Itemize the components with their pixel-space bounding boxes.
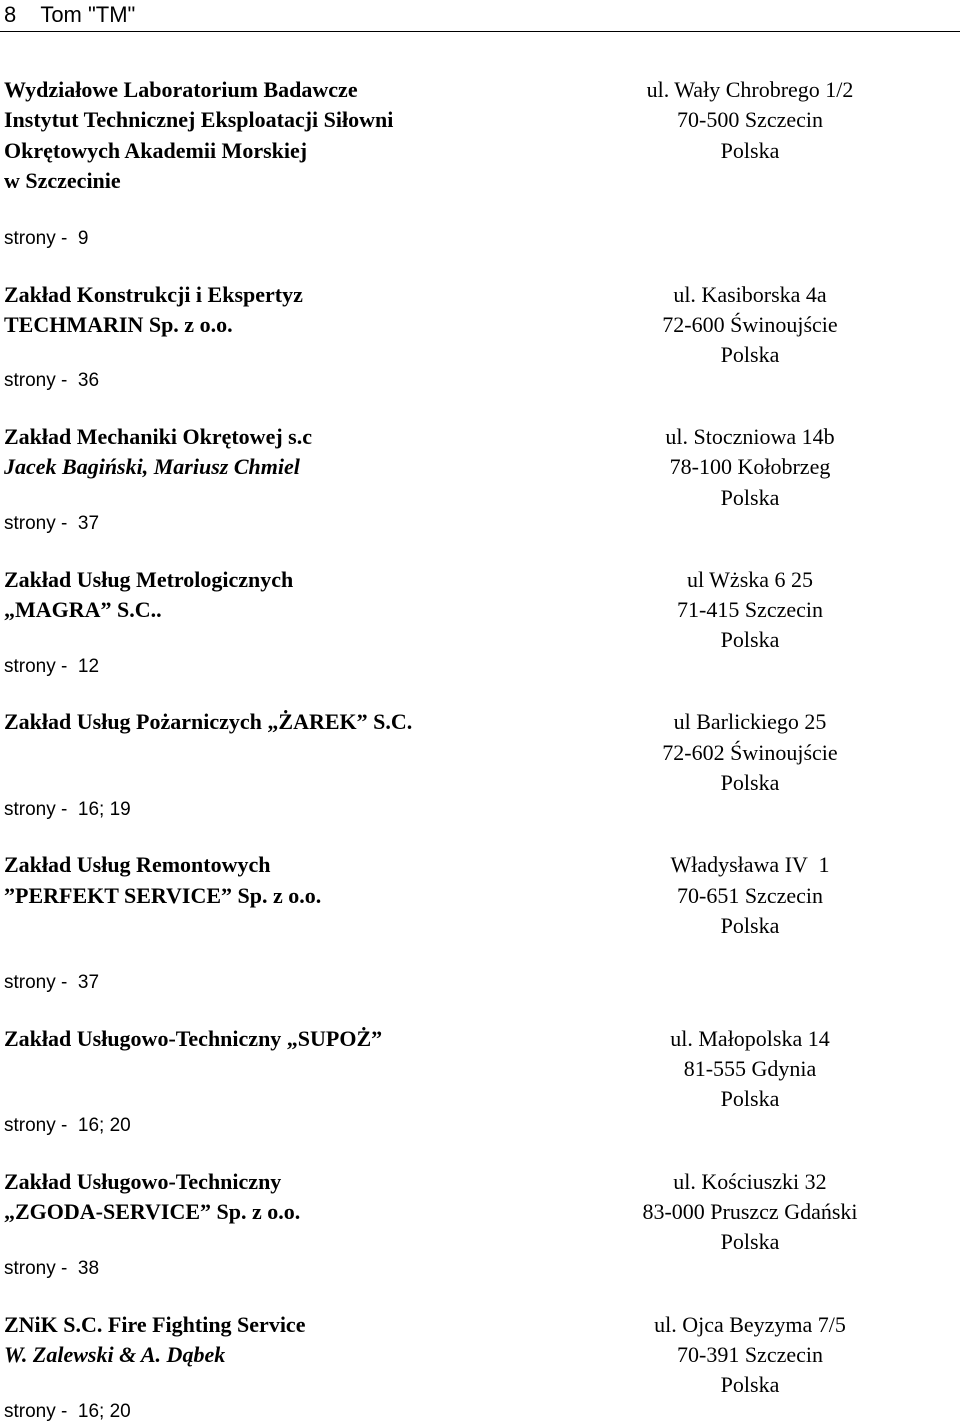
- address-street: ul Barlickiego 25: [673, 709, 827, 734]
- company-name-line: Okrętowych Akademii Morskiej: [4, 138, 308, 163]
- company-name-line: ZNiK S.C. Fire Fighting Service: [4, 1312, 306, 1337]
- volume-title: Tom "TM": [40, 2, 136, 27]
- address-street: ul. Ojca Beyzyma 7/5: [654, 1312, 846, 1337]
- company-name-line: „ZGODA-SERVICE” Sp. z o.o.: [4, 1199, 301, 1224]
- pages-label: strony -: [4, 656, 68, 677]
- address-street: ul. Małopolska 14: [670, 1026, 830, 1051]
- company-name-line: w Szczecinie: [4, 168, 121, 193]
- address-country: Polska: [720, 138, 780, 163]
- company-name-line: Zakład Usługowo-Techniczny „SUPOŻ”: [4, 1026, 383, 1051]
- company-name-line: Wydziałowe Laboratorium Badawcze: [4, 77, 358, 102]
- pages-label: strony -: [4, 1115, 68, 1136]
- company-name-line: ”PERFEKT SERVICE” Sp. z o.o.: [4, 883, 322, 908]
- address-city: 78-100 Kołobrzeg: [669, 454, 831, 479]
- address-country: Polska: [720, 913, 780, 938]
- address-city: 72-600 Świnoujście: [662, 312, 838, 337]
- address-country: Polska: [720, 1086, 780, 1111]
- address-street: ul. Wały Chrobrego 1/2: [646, 77, 854, 102]
- pages-value: 12: [77, 656, 100, 677]
- company-owners-line: W. Zalewski & A. Dąbek: [4, 1342, 226, 1367]
- pages-value: 38: [77, 1258, 100, 1279]
- page-reference: [4, 970, 99, 996]
- address-country: Polska: [720, 1229, 780, 1254]
- page-reference: [4, 1256, 99, 1282]
- company-name-line: Instytut Technicznej Eksploatacji Siłowni: [4, 107, 394, 132]
- page-header-text: [4, 2, 135, 28]
- pages-label: strony -: [4, 972, 68, 993]
- pages-label: strony -: [4, 228, 68, 249]
- company-name-line: Zakład Usług Pożarniczych „ŻAREK” S.C.: [4, 709, 413, 734]
- pages-value: 36: [77, 370, 100, 391]
- pages-label: strony -: [4, 1258, 68, 1279]
- address-country: Polska: [720, 627, 780, 652]
- address-street: ul. Kościuszki 32: [673, 1169, 827, 1194]
- company-name-line: TECHMARIN Sp. z o.o.: [4, 312, 233, 337]
- pages-label: strony -: [4, 1401, 68, 1422]
- page-reference: [4, 1399, 131, 1425]
- address-street: ul Wżska 6 25: [686, 567, 814, 592]
- page-reference: [4, 1113, 131, 1139]
- pages-label: strony -: [4, 370, 68, 391]
- company-name-line: Zakład Usług Metrologicznych: [4, 567, 294, 592]
- address-city: 70-500 Szczecin: [677, 107, 823, 132]
- address-city: 70-391 Szczecin: [677, 1342, 823, 1367]
- pages-label: strony -: [4, 513, 68, 534]
- address-city: 71-415 Szczecin: [677, 597, 823, 622]
- pages-value: 37: [77, 972, 100, 993]
- address-street: ul. Stoczniowa 14b: [665, 424, 835, 449]
- address-city: 81-555 Gdynia: [683, 1056, 817, 1081]
- address-street: ul. Kasiborska 4a: [673, 282, 827, 307]
- pages-value: 16; 19: [77, 799, 131, 820]
- address-street: Władysława IV 1: [670, 852, 830, 877]
- pages-value: 37: [77, 513, 100, 534]
- pages-label: strony -: [4, 799, 68, 820]
- page-header: [0, 0, 960, 32]
- company-name-line: Zakład Konstrukcji i Ekspertyz: [4, 282, 303, 307]
- address-country: Polska: [720, 342, 780, 367]
- company-name-line: Zakład Usługowo-Techniczny: [4, 1169, 282, 1194]
- page-reference: [4, 226, 89, 252]
- company-name-line: Zakład Mechaniki Okrętowej s.c: [4, 424, 312, 449]
- address-city: 72-602 Świnoujście: [662, 740, 838, 765]
- pages-value: 16; 20: [77, 1115, 131, 1136]
- page-reference: [4, 368, 99, 394]
- page-reference: [4, 654, 99, 680]
- address-country: Polska: [720, 1372, 780, 1397]
- address-country: Polska: [720, 770, 780, 795]
- address-country: Polska: [720, 485, 780, 510]
- address-city: 70-651 Szczecin: [677, 883, 823, 908]
- company-owners-line: Jacek Bagiński, Mariusz Chmiel: [4, 454, 300, 479]
- page-reference: [4, 511, 99, 537]
- page-reference: [4, 797, 131, 823]
- pages-value: 16; 20: [77, 1401, 131, 1422]
- company-name-line: Zakład Usług Remontowych: [4, 852, 271, 877]
- pages-value: 9: [77, 228, 89, 249]
- page-number: 8: [4, 2, 17, 27]
- company-name-line: „MAGRA” S.C..: [4, 597, 162, 622]
- address-city: 83-000 Pruszcz Gdański: [642, 1199, 858, 1224]
